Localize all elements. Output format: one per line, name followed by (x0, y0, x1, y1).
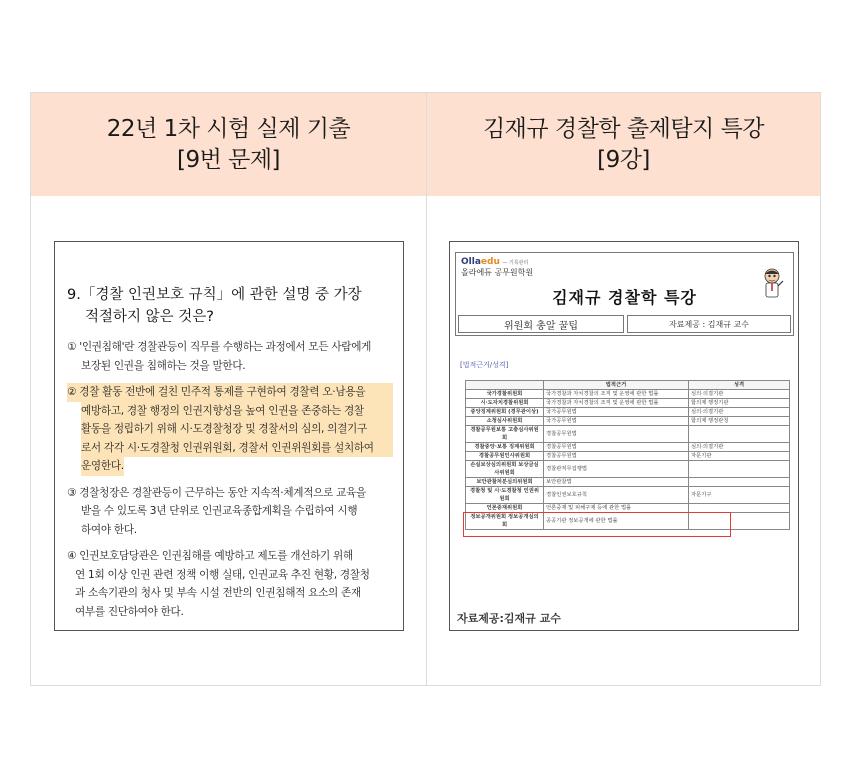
committee-name-cell: 시·도자치경찰위원회 (466, 399, 544, 408)
committee-law-table (465, 380, 790, 530)
committee-name-cell: 국가경찰위원회 (466, 390, 544, 399)
table-row (466, 408, 790, 417)
document-sub-row (458, 315, 791, 333)
committee-name-cell: 손실보상심의위원회 보상금심사위원회 (466, 461, 544, 478)
legal-basis-cell: 국가공무원법 (544, 417, 689, 426)
left-header (31, 93, 426, 196)
section-label: [법적근거/성격] (460, 361, 509, 369)
comparison-frame (30, 92, 821, 686)
nature-cell: 합의제 행정관청 (689, 417, 790, 426)
table-row (466, 417, 790, 426)
right-header (427, 93, 820, 196)
legal-basis-cell: 언론중재 및 피해구제 등에 관한 법률 (544, 504, 689, 513)
committee-name-cell: 경찰중앙·보통 징계위원회 (466, 443, 544, 452)
nature-cell: 합의제 행정기관 (689, 399, 790, 408)
nature-cell: 자문기구 (689, 487, 790, 504)
committee-name-cell: 경찰공무원인사위원회 (466, 452, 544, 461)
table-header-row: 법적근거 성격 (466, 381, 790, 390)
legal-basis-cell: 경찰공무원법 (544, 452, 689, 461)
table-row (466, 443, 790, 452)
committee-name-cell: 언론중재위원회 (466, 504, 544, 513)
question-title: 9.「경찰 인권보호 규칙」에 관한 설명 중 가장 적절하지 않은 것은? (67, 287, 362, 325)
highlight-box (463, 512, 731, 537)
committee-name-cell: 중앙징계위원회 (경무관이상) (466, 408, 544, 417)
source-credit: 자료제공 : 김재규 교수 (627, 315, 791, 333)
legal-basis-cell: 경찰관직무집행법 (544, 461, 689, 478)
lecture-document (449, 241, 799, 631)
committee-name-cell: 경찰청 및 시·도경찰청 인권위원회 (466, 487, 544, 504)
option-3: ③ 경찰청장은 경찰관등이 근무하는 동안 지속적·체계적으로 교육을 받을 수 있도록 3년 단위로 인권교육종합계획을 수립하여 시행 하여야 한다. (67, 486, 366, 536)
table-row (466, 399, 790, 408)
nature-cell (689, 478, 790, 487)
legal-basis-cell: 경찰공무원법 (544, 426, 689, 443)
left-header-title: 22년 1차 시험 실제 기출 [9번 문제] (106, 115, 351, 173)
table-row (466, 426, 790, 443)
document-title: 김재규 경찰학 특강 (552, 288, 697, 307)
sub-title: 위원회 총알 꿀팁 (458, 315, 624, 333)
committee-name-cell: 정보공개위원회 정보공개심의회 (466, 513, 544, 530)
table-row (466, 461, 790, 478)
professor-mascot-icon (759, 267, 785, 301)
nature-cell: 자문기관 (689, 452, 790, 461)
committee-name-cell: 경찰공무원보통 고충심사위원회 (466, 426, 544, 443)
exam-question-card (54, 241, 404, 631)
table-row (466, 390, 790, 399)
table-row (466, 487, 790, 504)
nature-cell (689, 426, 790, 443)
legal-basis-cell: 국가경찰과 자치경찰의 조직 및 운영에 관한 법률 (544, 399, 689, 408)
legal-basis-cell: 국가공무원법 (544, 408, 689, 417)
legal-basis-cell: 경찰공무원법 (544, 443, 689, 452)
document-header-box (455, 252, 794, 336)
option-4: ④ 인권보호담당관은 인권침해를 예방하고 제도를 개선하기 위해 연 1회 이상 인권 관련 정책 이행 실태, 인권교육 추진 현황, 경찰청 과 소속기관의 청사 및 부속 시설 전반의 인권침해적 요소의 존재 여부를 진단하여야 한다. (67, 550, 370, 618)
document-source: 자료제공:김재규 교수 (457, 612, 561, 625)
nature-cell: 심의·의결기관 (689, 408, 790, 417)
right-header-title: 김재규 경찰학 출제탐지 특강 [9강] (482, 115, 765, 173)
brand-logo: Ollaedu — 기록관리 올라에듀 공무원학원 (461, 257, 534, 277)
nature-cell: 심의·의결기관 (689, 443, 790, 452)
legal-basis-cell: 국가경찰과 자치경찰의 조직 및 운영에 관한 법률 (544, 390, 689, 399)
option-1: ① '인권침해'란 경찰관등이 직무를 수행하는 과정에서 모든 사람에게 보장된 인권을 침해하는 것을 말한다. (67, 341, 372, 372)
nature-cell: 심의·의결기관 (689, 390, 790, 399)
nature-cell (689, 461, 790, 478)
legal-basis-cell: 경찰인권보호규칙 (544, 487, 689, 504)
table-row (466, 478, 790, 487)
legal-basis-cell: 보안관찰법 (544, 478, 689, 487)
committee-name-cell: 소청심사위원회 (466, 417, 544, 426)
legal-basis-cell: 공공기관 정보공개에 관한 법률 (544, 513, 689, 530)
committee-name-cell: 보안관찰처분심의위원회 (466, 478, 544, 487)
option-2-highlighted: ② 경찰 활동 전반에 걸친 민주적 통제를 구현하여 경찰력 오·남용을 예방하고, 경찰 행정의 인권지향성을 높여 인권을 존중하는 경찰 활동을 정립하기 위해 시·도경찰청장 및 경찰서의 심의, 의결기구 로서 각각 시·도경찰청 인권위원회, 경찰서 인권위원회를 설치하여 운영한다. (67, 383, 393, 476)
table-row (466, 452, 790, 461)
